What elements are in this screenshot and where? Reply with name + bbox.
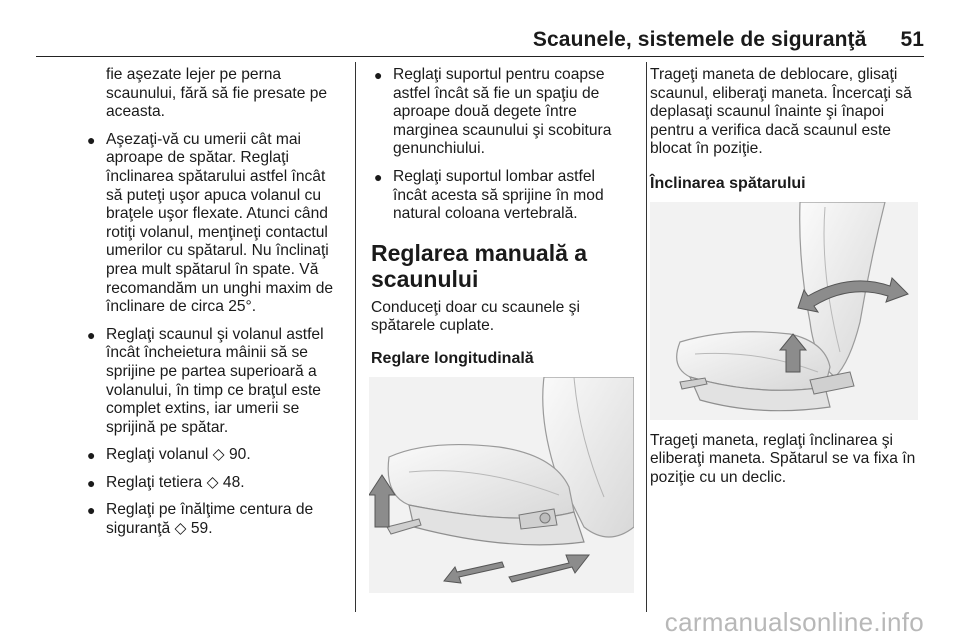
- list-item: ● Reglaţi suportul pentru coapse astfel încât să fie un spaţiu de aproape două degete între marginea scaunului şi scobitura genunchiului.: [374, 66, 612, 158]
- page-ref[interactable]: 48.: [222, 473, 245, 491]
- bullet-icon: ●: [374, 67, 383, 83]
- list-item: ● Reglaţi scaunul şi volanul astfel încât încheietura mâinii să se sprijine pe partea superioară a volanului, în timp ce braţul este complet extins, iar umerii se sprijină pe spătar.: [87, 325, 324, 436]
- instruction-text: Trageţi maneta, reglaţi înclinarea şi eliberaţi maneta. Spătarul se va fixa în poziţie cu un declic.: [650, 431, 916, 486]
- bullet-icon: ●: [374, 168, 383, 185]
- page-ref-icon[interactable]: ◇: [212, 446, 225, 464]
- section-title: Reglarea manuală a scaunului: [371, 239, 588, 292]
- continued-text: fie aşezate lejer pe perna scaunului, fără să fie presate pe aceasta.: [106, 66, 328, 121]
- bullet-icon: ●: [87, 326, 96, 343]
- bullet-list: [84, 131, 344, 539]
- page-ref[interactable]: 90.: [228, 446, 251, 464]
- list-item: ● Reglaţi tetiera ◇ 48.: [87, 473, 245, 491]
- page-ref[interactable]: 59.: [190, 520, 213, 538]
- column-1: [84, 66, 344, 548]
- bullet-icon: ●: [87, 502, 96, 519]
- recline-illustration: [650, 202, 918, 420]
- list-item: ● Reglaţi pe înălţime centura de siguranţă ◇ 59.: [87, 501, 314, 538]
- section-text: Conduceţi doar cu scaunele şi spătarele cuplate.: [371, 298, 580, 335]
- column-divider: [646, 62, 647, 612]
- bullet-icon: ●: [87, 447, 96, 464]
- list-item: ● Reglaţi volanul ◇ 90.: [87, 446, 251, 464]
- watermark: carmanualsonline.info: [664, 607, 924, 637]
- bullet-icon: ●: [87, 131, 96, 148]
- instruction-text: Trageţi maneta de deblocare, glisaţi scaunul, eliberaţi maneta. Încercaţi să deplasaţi scaunul înainte şi înapoi pentru a verifica dacă scaunul este blocat în poziţie.: [650, 66, 912, 158]
- page-ref-icon[interactable]: ◇: [206, 473, 219, 491]
- subsection-title: Înclinarea spătarului: [650, 174, 806, 192]
- page-header: [36, 28, 924, 58]
- subsection-title: Reglare longitudinală: [371, 349, 534, 367]
- page-title: Scaunele, sistemele de siguranţă: [532, 28, 867, 51]
- list-item: ● Aşezaţi-vă cu umerii cât mai aproape de spătar. Reglaţi înclinarea spătarului astfel încât să puteţi uşor apuca volanul cu braţele uşor flexate. Atunci când rotiţi volanul, menţineţi contactul umerilor cu spătarul. Nu înclinaţi prea mult spătarul în spate. Vă recomandăm un unghi maxim de înclinare de circa 25°.: [87, 130, 334, 316]
- bullet-icon: ●: [87, 474, 96, 491]
- bullet-list: [371, 66, 633, 224]
- list-item: ● Reglaţi suportul lombar astfel încât acesta să sprijine în mod natural coloana vertebrală.: [374, 167, 604, 223]
- page-number: 51: [900, 28, 924, 51]
- column-divider: [355, 62, 356, 612]
- page-ref-icon[interactable]: ◇: [174, 520, 187, 538]
- column-3: [650, 66, 930, 496]
- column-2: [371, 66, 633, 593]
- seat-longitudinal-illustration: [369, 377, 634, 593]
- backrest-recline-illustration: [650, 202, 918, 420]
- seat-illustration: [369, 377, 634, 593]
- header-rule: [36, 56, 924, 57]
